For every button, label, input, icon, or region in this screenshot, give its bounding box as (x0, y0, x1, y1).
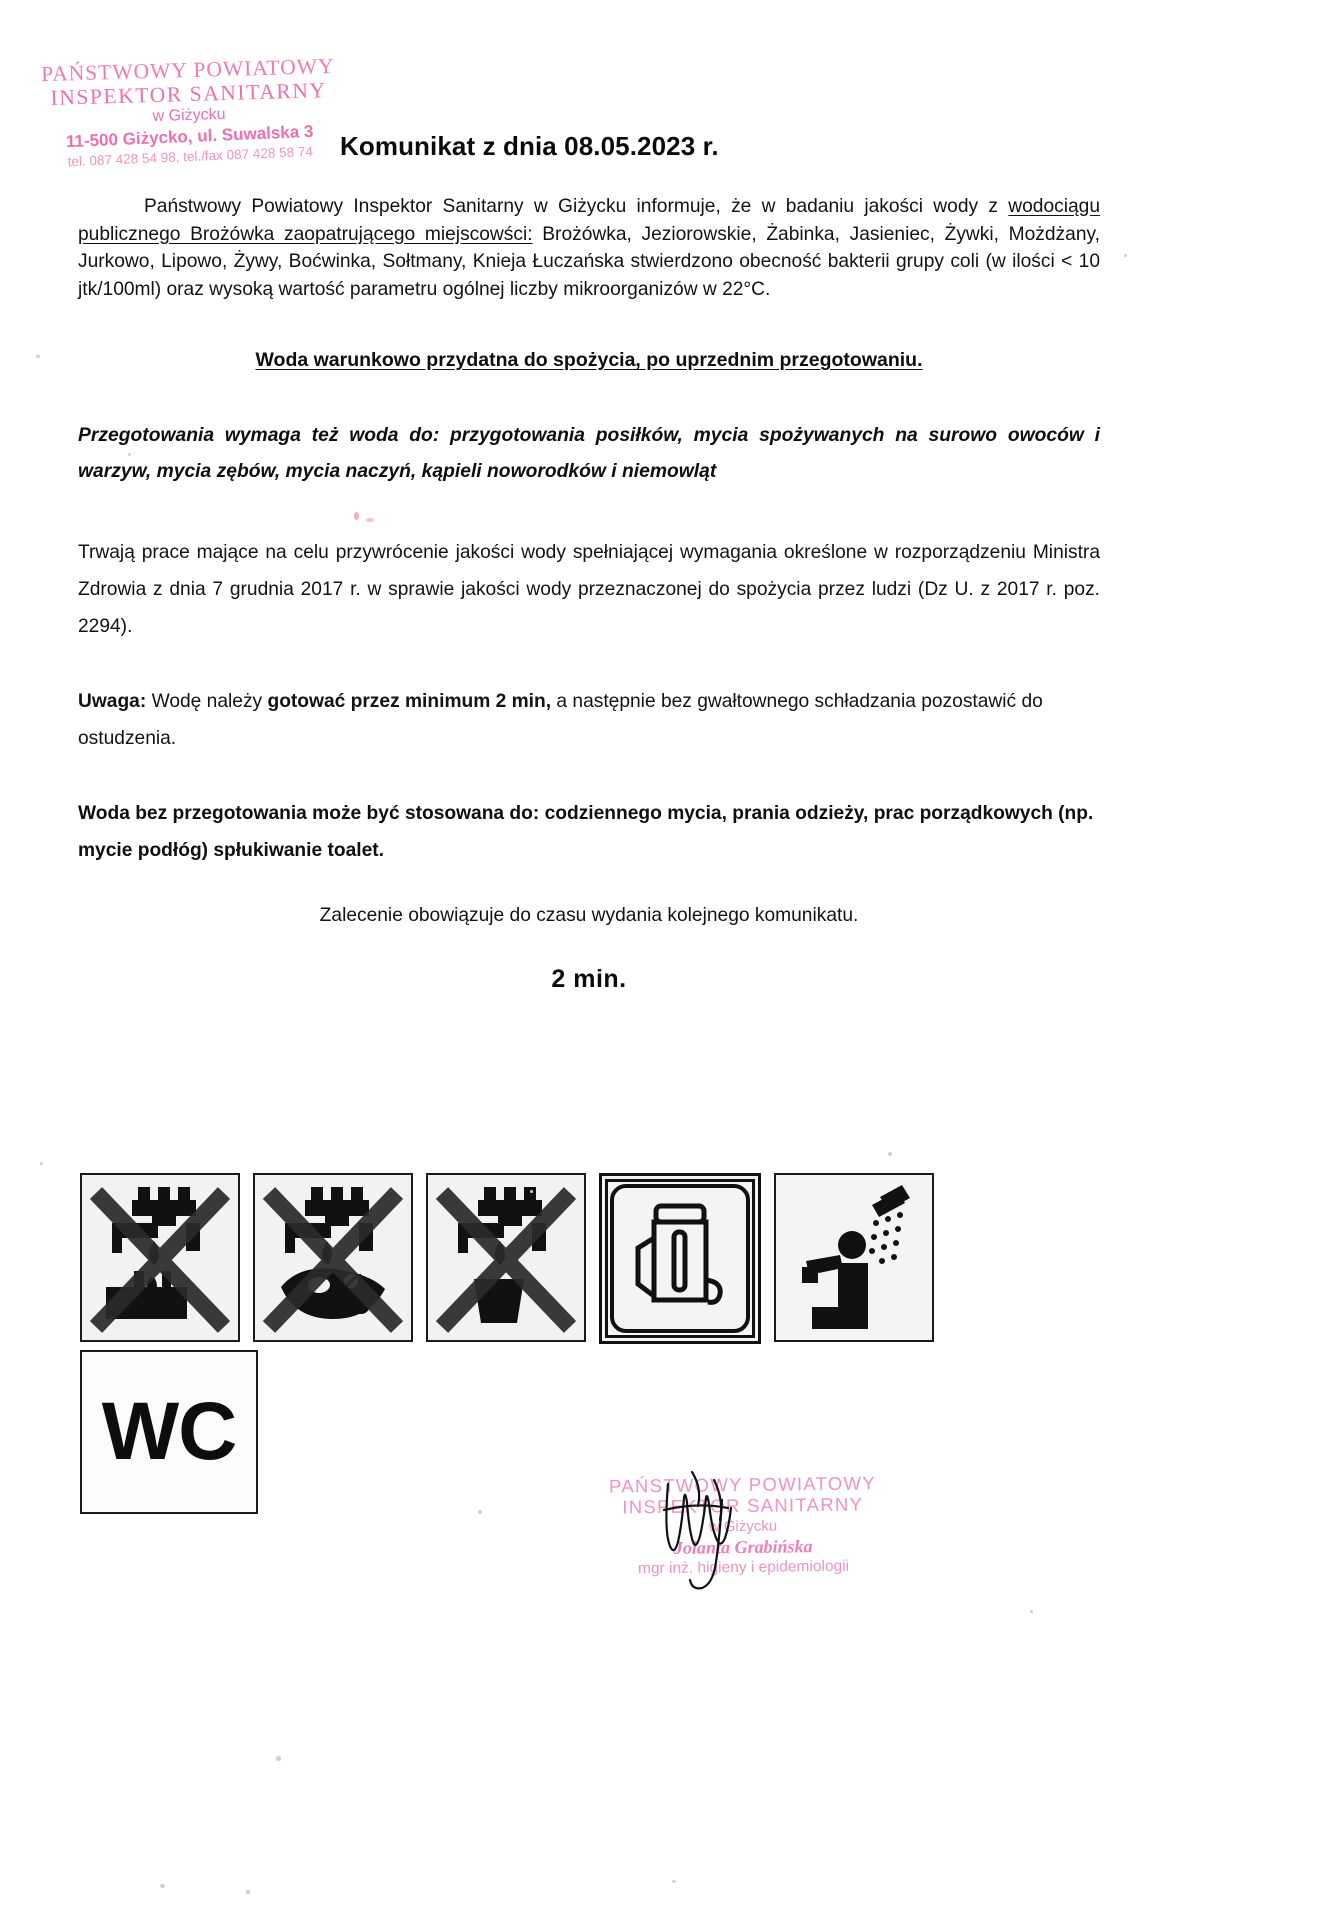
footer-stamp-authority-2: INSPEKTOR SANITARNY (622, 1493, 864, 1518)
attention-text-1: Wodę należy (146, 691, 268, 712)
footer-stamp-city: w Giżycku (708, 1517, 778, 1535)
no-boiling-uses-paragraph: Woda bez przegotowania może być stosowana do: codziennego mycia, prania odzieży, prac porządkowych (np. mycie podłóg) spłukiwanie toalet. (78, 803, 1094, 861)
no-washing-fruit-vegetables-icon (253, 1173, 413, 1342)
stamp-line-authority-2: INSPEKTOR SANITARNY (50, 78, 327, 110)
no-water-for-glass-icon (426, 1173, 586, 1342)
attention-paragraph (78, 645, 1100, 757)
stamp-line-phone: tel. 087 428 54 98, tel./fax 087 428 58 74 (67, 143, 314, 170)
no-drinking-water-tap-icon (80, 1173, 240, 1342)
attention-text-2: a następnie bez gwałtownego schładzania pozostawić do ostudzenia. (78, 691, 1043, 749)
validity-note: Zalecenie obowiązuje do czasu wydania kolejnego komunikatu. (319, 905, 859, 926)
toilet-flushing-allowed-icon (80, 1350, 258, 1514)
scan-speck (1030, 1610, 1033, 1613)
stamp-line-address: 11-500 Giżycko, ul. Suwalska 3 (65, 121, 314, 152)
attention-bold-instruction: gotować przez minimum 2 min, (267, 691, 552, 712)
footer-stamp-person-title: mgr inż. higieny i epidemiologii (637, 1558, 850, 1578)
pictogram-row (80, 1173, 934, 1344)
attention-label: Uwaga: (78, 691, 147, 712)
page-title: Komunikat z dnia 08.05.2023 r. (340, 131, 719, 161)
water-supply-underlined: wodociągu publicznego Brożówka zaopatrującego miejscowści: (78, 196, 1100, 245)
stamp-line-authority-1: PAŃSTWOWY POWIATOWY (40, 53, 335, 87)
scan-speck (36, 355, 40, 358)
scan-speck (246, 1890, 250, 1894)
intro-text-before: Państwowy Powiatowy Inspektor Sanitarny w Giżycku informuje, że w badaniu jakości wody z (144, 196, 1009, 217)
footer-stamp-person-name: Jolanta Grabińska (673, 1535, 813, 1558)
footer-stamp-authority-1: PAŃSTWOWY POWIATOWY (608, 1472, 877, 1497)
boiling-required-paragraph: Przegotowania wymaga też woda do: przygotowania posiłków, mycia spożywanych na surowo owoców i warzyw, mycia zębów, mycia naczyń, kąpieli noworodków i niemowląt (78, 425, 1100, 482)
scan-speck (276, 1756, 281, 1761)
wc-label: WC (101, 1386, 237, 1477)
conditional-use-warning: Woda warunkowo przydatna do spożycia, po uprzednim przegotowaniu. (255, 349, 923, 371)
boil-time-label: 2 min. (551, 965, 627, 993)
scan-speck (672, 1880, 676, 1883)
scan-speck (478, 1510, 482, 1514)
scan-speck (1124, 254, 1127, 257)
boil-water-kettle-icon (599, 1173, 761, 1344)
document-body (78, 193, 1100, 994)
header-office-stamp (33, 54, 346, 169)
restoration-works-paragraph: Trwają prace mające na celu przywrócenie jakości wody spełniającej wymagania określone w rozporządzeniu Ministra Zdrowia z dnia 7 grudnia 2017 r. w sprawie jakości wody przeznaczonej do spożycia przez ludzi (Dz U. z 2017 r. poz. 2294). (78, 542, 1100, 637)
scan-speck (160, 1884, 165, 1888)
intro-text-after: Brożówka, Jeziorowskie, Żabinka, Jasieniec, Żywki, Możdżany, Jurkowo, Lipowo, Żywy, Boćwinka, Sołtmany, Knieja Łuczańska stwierdzono obecność bakterii grupy coli (w ilości < 10 jtk/100ml) oraz wysoką wartość parametru ogólnej liczby mikroorganizów w 22°C. (78, 223, 1100, 300)
scan-speck (888, 1152, 892, 1156)
shower-allowed-icon (774, 1173, 934, 1342)
footer-office-stamp (597, 1472, 888, 1579)
scan-speck (40, 1162, 43, 1165)
stamp-line-city: w Giżycku (152, 106, 226, 126)
intro-paragraph (78, 193, 1100, 303)
